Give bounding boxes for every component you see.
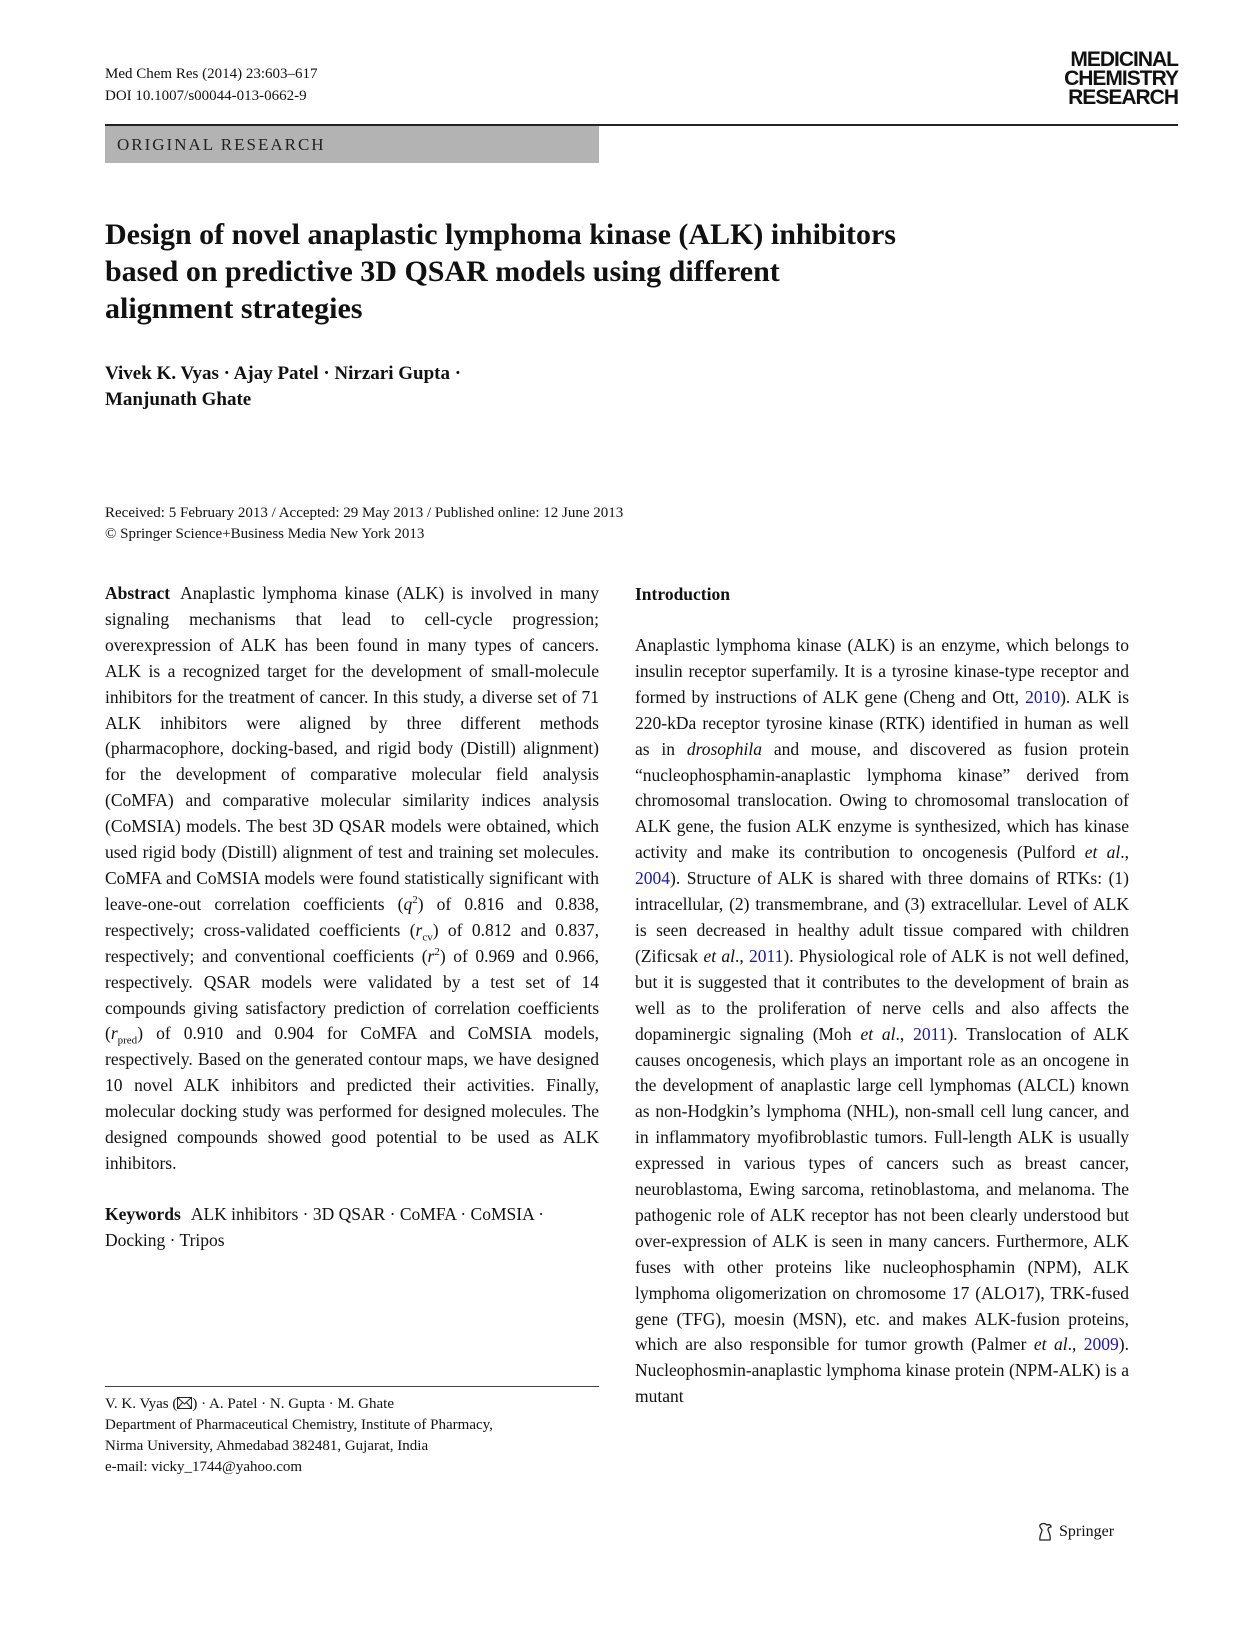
publisher-name: Springer [1059, 1523, 1115, 1540]
title-line: based on predictive 3D QSAR models using different [105, 255, 780, 288]
abstract: Abstract Anaplastic lymphoma kinase (ALK) is involved in many signaling mechanisms that lead to cell-cycle progression; overexpression of ALK has been found in many types of cancers. ALK is a recognized target for the development of small-molecule inhibitors for the treatment of cancer. In this study, a diverse set of 71 ALK inhibitors were aligned by three different methods (pharmacophore, docking-based, and rigid body (Distill) alignment) for the development of comparative molecular field analysis (CoMFA) and comparative molecular similarity indices analysis (CoMSIA) models. The best 3D QSAR models were obtained, which used rigid body (Distill) alignment of test and training set molecules. CoMFA and CoMSIA models were found statistically significant with leave-one-out correlation coefficients $(q^2)$ of 0.816 and 0.838, respectively; cross-validated coefficients $(r_{cv})$ of 0.812 and 0.837, respectively; and conventional coefficients $(r^2)$ of 0.969 and 0.966, respectively. QSAR models were validated by a test set of 14 compounds giving satisfactory prediction of correlation coefficients $(r_{pred})$ of 0.910 and 0.904 for CoMFA and CoMSIA models, respectively. Based on the generated contour maps, we have designed 10 novel ALK inhibitors and predicted their activities. Finally, molecular docking study was performed for designed molecules. The designed compounds showed good potential to be used as ALK inhibitors. [105, 583, 599, 1173]
section-banner [105, 126, 599, 163]
citation-link[interactable]: 2011 [749, 945, 784, 966]
introduction-heading: Introduction [635, 584, 730, 604]
section-label: ORIGINAL RESEARCH [117, 135, 326, 154]
citation-link[interactable]: 2011 [913, 1023, 948, 1044]
left-column [105, 581, 599, 1254]
springer-footer [1036, 1522, 1114, 1542]
authors-line: Manjunath Ghate [105, 389, 252, 410]
logo-line: CHEMISTRY [1064, 67, 1178, 90]
copyright: © Springer Science+Business Media New York 2013 [105, 526, 425, 542]
envelope-icon [177, 1397, 192, 1409]
keywords-list: ALK inhibitors · 3D QSAR · CoMFA · CoMSIA · Docking · Tripos [105, 1203, 544, 1250]
affiliation [105, 1394, 599, 1478]
title-line: Design of novel anaplastic lymphoma kinase (ALK) inhibitors [105, 218, 896, 251]
springer-horse-icon [1036, 1522, 1054, 1542]
title-line: alignment strategies [105, 292, 363, 325]
citation-link[interactable]: 2004 [635, 868, 670, 889]
citation-link[interactable]: 2010 [1025, 686, 1061, 707]
history-dates: Received: 5 February 2013 / Accepted: 29 May 2013 / Published online: 12 June 2013 [105, 505, 624, 521]
doi[interactable]: DOI 10.1007/s00044-013-0662-9 [105, 88, 307, 104]
journal-citation-block [105, 63, 317, 107]
keywords-heading: Keywords [105, 1203, 181, 1224]
citation-link[interactable]: 2009 [1083, 1334, 1119, 1355]
article-title [105, 216, 1065, 327]
footnote-divider [105, 1386, 599, 1387]
university: Nirma University, Ahmedabad 382481, Gujarat, India [105, 1438, 429, 1454]
logo-line: MEDICINAL [1070, 48, 1178, 71]
authors-line: Vivek K. Vyas · Ajay Patel · Nirzari Gupta · [105, 363, 462, 384]
author-list [105, 361, 605, 413]
introduction-body: Anaplastic lymphoma kinase (ALK) is an enzyme, which belongs to insulin receptor superfamily. It is a tyrosine kinase-type receptor and formed by instructions of ALK gene (Cheng and Ott, 2010). ALK is 220-kDa receptor tyrosine kinase (RTK) identified in human as well as in drosophila and mouse, and discovered as fusion protein “nucleophosphamin-anaplastic lymphoma kinase” derived from chromosomal translocation. Owing to chromosomal translocation of ALK gene, the fusion ALK enzyme is synthesized, which has kinase activity and make its contribution to oncogenesis (Pulford et al., 2004). Structure of ALK is shared with three domains of RTKs: (1) intracellular, (2) transmembrane, and (3) extracellular. Level of ALK is seen decreased in healthy adult tissue compared with children (Zificsak et al., 2011). Physiological role of ALK is not well defined, but it is suggested that it contributes to the development of brain as well as to the proliferation of nerve cells and also affects the dopaminergic signaling (Moh et al., 2011). Translocation of ALK causes oncogenesis, which plays an important role as an oncogene in the development of anaplastic large cell lymphomas (ALCL) known as non-Hodgkin’s lymphoma (NHL), non-small cell lung cancer, and in inflammatory myofibroblastic tumors. Full-length ALK is usually expressed in various types of cancers such as breast cancer, neuroblastoma, Ewing sarcoma, retinoblastoma, and melanoma. The pathogenic role of ALK receptor has not been clearly understood but over-expression of ALK is seen in many cancers. Furthermore, ALK fuses with other proteins like nucleophosphamin (NPM), ALK lymphoma oligomerization on chromosome 17 (ALO17), TRK-fused gene (TFG), moesin (MSN), etc. and makes ALK-fusion proteins, which are also responsible for tumor growth (Palmer et al., 2009). Nucleophosmin-anaplastic lymphoma kinase protein (NPM-ALK) is a mutant [635, 635, 1130, 1407]
department: Department of Pharmaceutical Chemistry, Institute of Pharmacy, [105, 1417, 493, 1433]
journal-logo [1064, 50, 1178, 107]
publication-dates [105, 503, 1005, 545]
affiliation-authors: V. K. Vyas ( ) · A. Patel · N. Gupta · M. Ghate [105, 1396, 394, 1412]
email[interactable]: e-mail: vicky_1744@yahoo.com [105, 1459, 303, 1475]
abstract-heading: Abstract [105, 583, 171, 603]
journal-citation: Med Chem Res (2014) 23:603–617 [105, 66, 318, 82]
logo-line: RESEARCH [1068, 86, 1178, 109]
keywords [105, 1202, 599, 1254]
right-column [635, 581, 1129, 1410]
